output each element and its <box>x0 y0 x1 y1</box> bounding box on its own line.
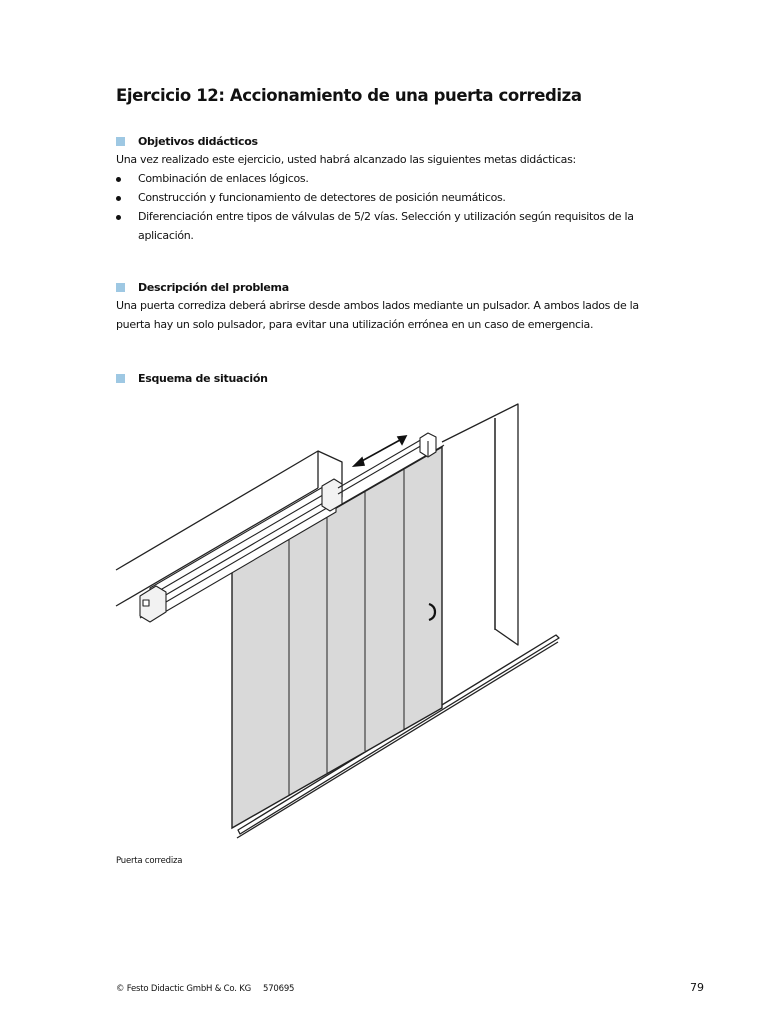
list-item-text: Diferenciación entre tipos de válvulas de 5/2 vías. Selección y utilización según requisitos de la aplicación. <box>138 210 634 242</box>
sliding-door-illustration <box>0 390 768 850</box>
page-number: 79 <box>690 981 704 994</box>
footer-copyright <box>116 984 294 994</box>
figure-caption: Puerta corrediza <box>116 856 183 866</box>
bullet-dot-icon <box>116 177 121 182</box>
door-frame-icon <box>442 404 518 645</box>
section-heading-label: Esquema de situación <box>138 371 268 385</box>
section-heading-problem <box>116 279 289 295</box>
bullet-dot-icon <box>116 196 121 201</box>
list-item <box>116 188 658 207</box>
objectives-intro: Una vez realizado este ejercicio, usted habrá alcanzado las siguientes metas didácticas: <box>116 153 576 166</box>
footer-copyright-text: © Festo Didactic GmbH & Co. KG <box>116 984 252 994</box>
objectives-list <box>116 169 658 245</box>
list-item-text: Combinación de enlaces lógicos. <box>138 172 309 185</box>
list-item <box>116 169 658 188</box>
page-title: Ejercicio 12: Accionamiento de una puerta corrediza <box>116 86 582 105</box>
section-heading-situation <box>116 370 268 386</box>
motion-arrow-icon <box>354 436 406 466</box>
list-item <box>116 207 658 245</box>
bullet-dot-icon <box>116 215 121 220</box>
section-square-icon <box>116 137 125 146</box>
section-heading-label: Descripción del problema <box>138 280 289 294</box>
section-heading-label: Objetivos didácticos <box>138 134 258 148</box>
problem-description: Una puerta corrediza deberá abrirse desde ambos lados mediante un pulsador. A ambos lados de la puerta hay un solo pulsador, para evitar una utilización errónea en un caso de emergencia. <box>116 299 639 331</box>
section-heading-objectives <box>116 133 258 149</box>
section-square-icon <box>116 283 125 292</box>
section-square-icon <box>116 374 125 383</box>
footer-code: 570695 <box>263 984 295 994</box>
list-item-text: Construcción y funcionamiento de detectores de posición neumáticos. <box>138 191 506 204</box>
